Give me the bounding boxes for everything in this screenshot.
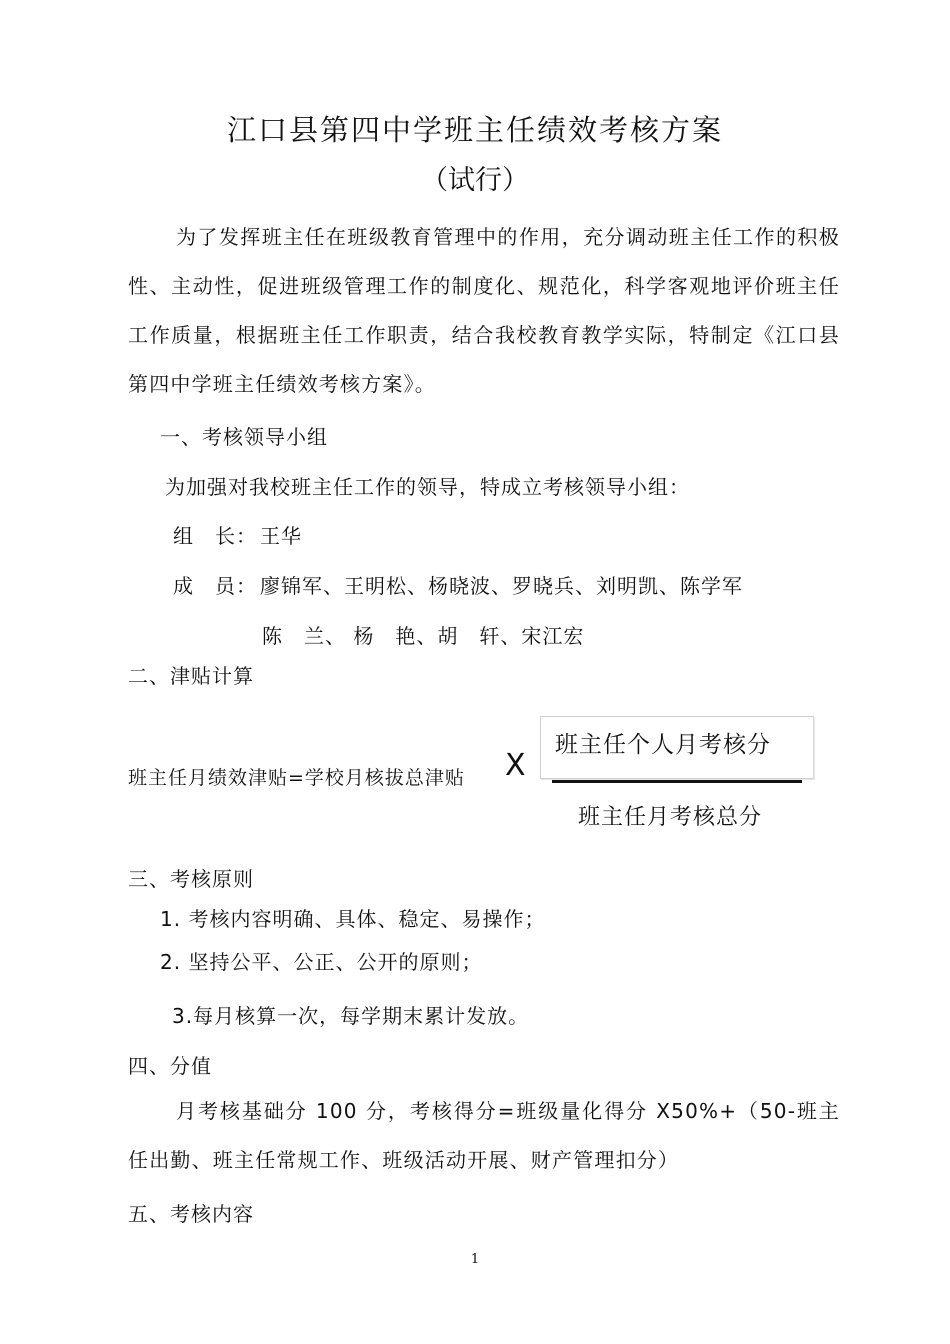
multiply-sign: X [505, 748, 526, 783]
principle-item-2: 2. 坚持公平、公正、公开的原则； [160, 950, 483, 974]
members-row [173, 570, 743, 599]
principle-item-1: 1. 考核内容明确、具体、稳定、易操作； [160, 907, 546, 931]
fraction-denominator: 班主任月考核总分 [578, 805, 763, 830]
fraction-bar [552, 780, 802, 783]
members-label: 成 员： [173, 574, 257, 598]
section1-text: 为加强对我校班主任工作的领导，特成立考核领导小组： [165, 475, 690, 499]
intro-paragraph: 为了发挥班主任在班级教育管理中的作用，充分调动班主任工作的积极性、主动性，促进班级管理工作的制度化、规范化，科学客观地评价班主任工作质量，根据班主任工作职责，结合我校教育教学实际，特制定《江口县第四中学班主任绩效考核方案》。 [128, 225, 840, 396]
leader-name: 王华 [260, 524, 302, 548]
section3-heading: 三、考核原则 [128, 867, 254, 891]
section4-paragraph: 月考核基础分 100 分，考核得分=班级量化得分 X50%+（50-班主任出勤、班主任常规工作、班级活动开展、财产管理扣分） [128, 1099, 840, 1172]
section4-heading: 四、分值 [128, 1054, 212, 1078]
page-number: 1 [470, 1252, 480, 1267]
principle-item-3: 3.每月核算一次，每学期末累计发放。 [172, 1004, 530, 1028]
document-subtitle: （试行） [421, 165, 529, 196]
section1-heading: 一、考核领导小组 [160, 425, 328, 449]
members-line1: 廖锦军、王明松、杨晓波、罗晓兵、刘明凯、陈学军 [260, 574, 743, 598]
section5-heading: 五、考核内容 [128, 1202, 254, 1226]
document-title: 江口县第四中学班主任绩效考核方案 [226, 113, 723, 147]
leader-label: 组 长： [173, 524, 257, 548]
leader-row [173, 520, 302, 549]
section2-heading: 二、津贴计算 [128, 664, 254, 688]
formula-left-side: 班主任月绩效津贴=学校月核拔总津贴 [128, 767, 465, 789]
members-line2: 陈 兰、 杨 艳、胡 轩、宋江宏 [262, 624, 585, 648]
fraction-numerator: 班主任个人月考核分 [555, 732, 771, 758]
